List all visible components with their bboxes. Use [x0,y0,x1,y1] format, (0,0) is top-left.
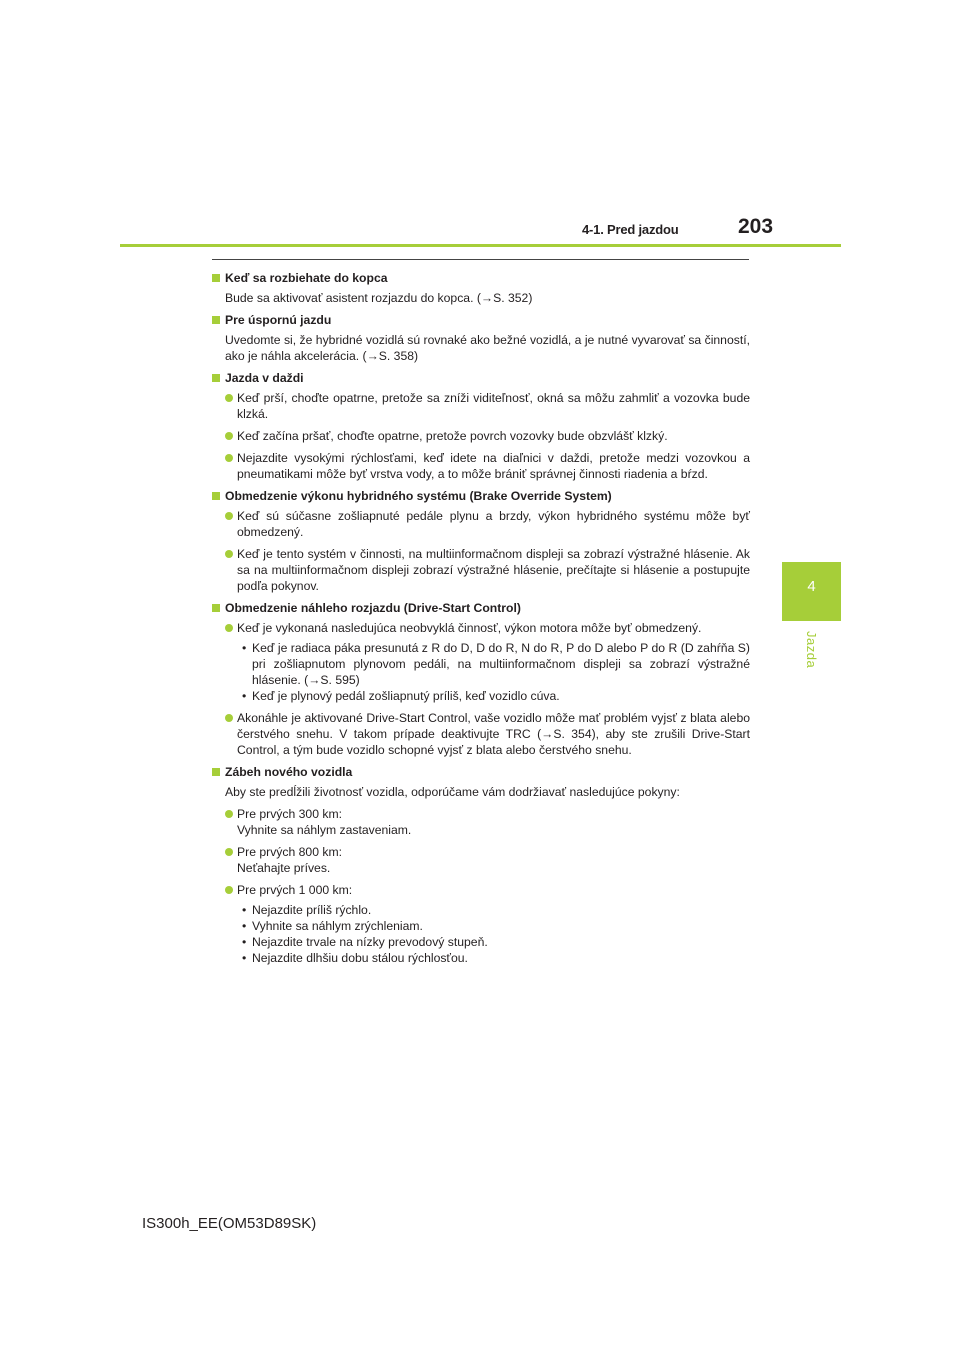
sub-list [212,640,750,704]
list-item: Keď je tento systém v činnosti, na multiinformačnom displeji sa zobrazí výstražné hlásenie. Ak sa na multiinformačnom displeji zobrazí výstražné hlásenie, prečítajte si hlásenie a postupujte podľa pokynov. [212,546,750,594]
section-title: Obmedzenie výkonu hybridného systému (Brake Override System) [212,488,750,504]
header-rule [120,244,841,247]
square-bullet-icon [212,492,220,500]
header-section-title: 4-1. Pred jazdou [582,222,679,237]
list-item: Keď prší, choďte opatrne, pretože sa zníži viditeľnosť, okná sa môžu zahmliť a vozovka bude klzká. [212,390,750,422]
page-number: 203 [738,215,774,238]
section-title: Obmedzenie náhleho rozjazdu (Drive-Start Control) [212,600,750,616]
list-item: Akonáhle je aktivované Drive-Start Control, vaše vozidlo môže mať problém vyjsť z blata alebo čerstvého snehu. V takom prípade deaktivujte TRC (→S. 354), aby ste zrušili Drive-Start Control, a tým bude vozidlo schopné vyjsť z blata alebo čerstvého snehu. [212,710,750,758]
circle-bullet-icon [225,810,233,818]
section-title: Pre úspornú jazdu [212,312,750,328]
sub-list-item: • Nejazdite trvale na nízky prevodový stupeň. [242,935,488,949]
sub-list [212,902,750,966]
list-item: Keď sú súčasne zošliapnuté pedále plynu a brzdy, výkon hybridného systému môže byť obmedzený. [212,508,750,540]
section-text: Bude sa aktivovať asistent rozjazdu do kopca. (→S. 352) [225,291,533,305]
circle-bullet-icon [225,454,233,462]
section-title: Zábeh nového vozidla [212,764,750,780]
square-bullet-icon [212,768,220,776]
circle-bullet-icon [225,394,233,402]
chapter-label: Jazda [804,631,819,669]
sub-list-item: • Nejazdite dlhšiu dobu stálou rýchlosťou. [242,951,468,965]
chapter-tab[interactable] [782,562,841,621]
circle-bullet-icon [225,550,233,558]
square-bullet-icon [212,316,220,324]
circle-bullet-icon [225,432,233,440]
circle-bullet-icon [225,886,233,894]
circle-bullet-icon [225,848,233,856]
circle-bullet-icon [225,624,233,632]
square-bullet-icon [212,274,220,282]
section-title: Keď sa rozbiehate do kopca [212,270,750,286]
section-title: Jazda v daždi [212,370,750,386]
sub-list-item: • Vyhnite sa náhlym zrýchleniam. [242,919,423,933]
sub-list-item: • Keď je radiaca páka presunutá z R do D, D do R, N do R, P do D alebo P do R (D zahŕňa S) pri zošliapnutom plynovom pedáli, na multiinformačnom displeji sa zobrazí výstražné hlásenie. (→S. 595) [242,641,750,687]
section-eco-driving [212,312,750,364]
circle-bullet-icon [225,714,233,722]
sub-list-item: • Keď je plynový pedál zošliapnutý príliš, keď vozidlo cúva. [242,689,560,703]
section-hill-start [212,270,750,306]
content-top-rule [212,259,749,260]
section-brake-override [212,488,750,594]
circle-bullet-icon [225,512,233,520]
list-item: Pre prvých 800 km: Neťahajte príves. [212,844,750,876]
section-break-in [212,764,750,966]
list-item: Pre prvých 1 000 km: [212,882,750,898]
list-item: Pre prvých 300 km: Vyhnite sa náhlym zastaveniam. [212,806,750,838]
page-content [212,270,750,972]
section-text: Uvedomte si, že hybridné vozidlá sú rovnaké ako bežné vozidlá, a je nutné vyvarovať sa činností, ako je náhla akcelerácia. (→S. 358) [225,333,750,363]
square-bullet-icon [212,374,220,382]
section-text: Aby ste predĺžili životnosť vozidla, odporúčame vám dodržiavať nasledujúce pokyny: [225,785,680,799]
sub-list-item: • Nejazdite príliš rýchlo. [242,903,372,917]
chapter-number: 4 [807,578,816,595]
list-item: Nejazdite vysokými rýchlosťami, keď idete na diaľnici v daždi, pretože medzi vozovkou a pneumatikami môže byť vrstva vody, a to môže brániť správnej činnosti riadenia a bŕzd. [212,450,750,482]
square-bullet-icon [212,604,220,612]
list-item: Keď je vykonaná nasledujúca neobvyklá činnosť, výkon motora môže byť obmedzený. [212,620,750,636]
list-item: Keď začína pršať, choďte opatrne, pretože povrch vozovky bude obzvlášť klzký. [212,428,750,444]
section-drive-start-control [212,600,750,758]
footer-code: IS300h_EE(OM53D89SK) [142,1215,317,1232]
section-rain-driving [212,370,750,482]
